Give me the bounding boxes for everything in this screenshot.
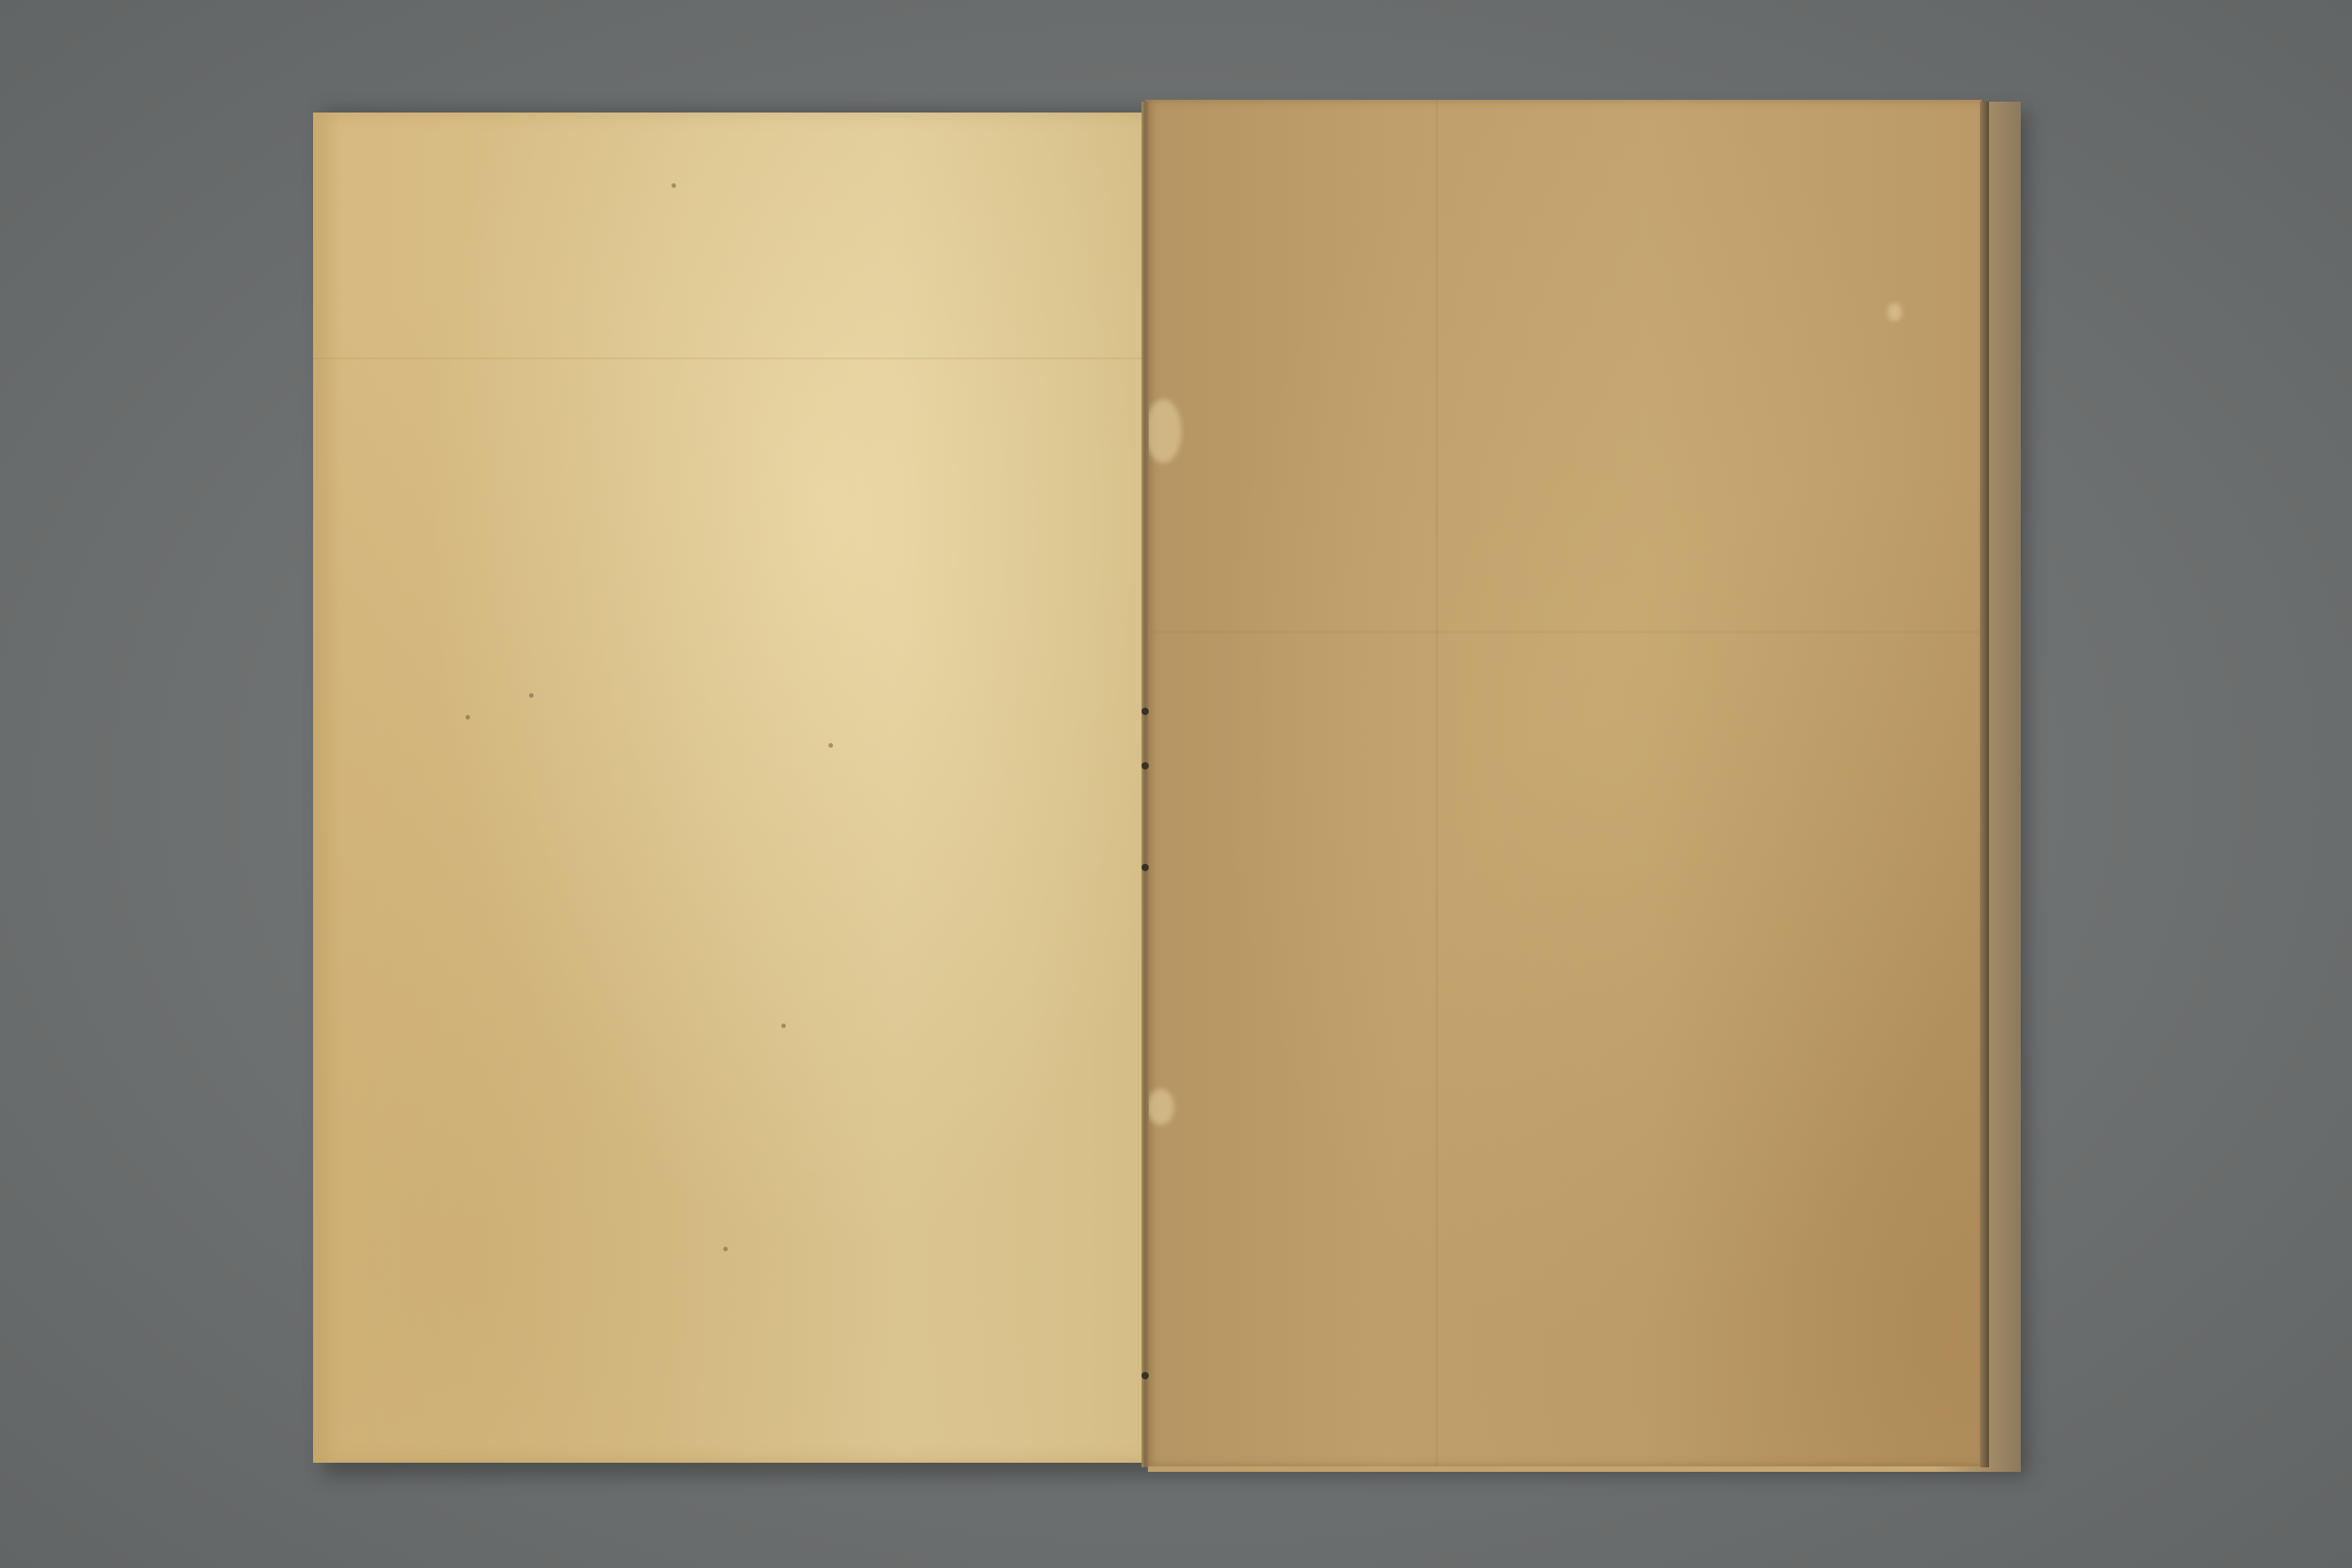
paper-stain [1887,303,1902,321]
paper-speck [466,715,470,720]
binding-stitch [1142,708,1149,715]
paper-speck [671,183,676,188]
binding-stitch [1142,762,1149,769]
book-spine [1142,102,1149,1467]
paper-speck [781,1024,786,1028]
right-page [1145,100,1982,1466]
left-page-fold-line [313,358,1146,359]
binding-stitch [1142,1372,1149,1379]
paper-stain [1145,399,1181,463]
right-page-horizontal-fold [1145,631,1982,633]
binding-stitch [1142,864,1149,871]
left-page [313,113,1146,1463]
paper-speck [723,1247,728,1251]
paper-speck [529,693,534,698]
right-page-vertical-fold [1436,100,1438,1466]
right-page-edge [1980,102,1989,1467]
paper-stain [1147,1089,1174,1125]
paper-speck [828,743,833,748]
